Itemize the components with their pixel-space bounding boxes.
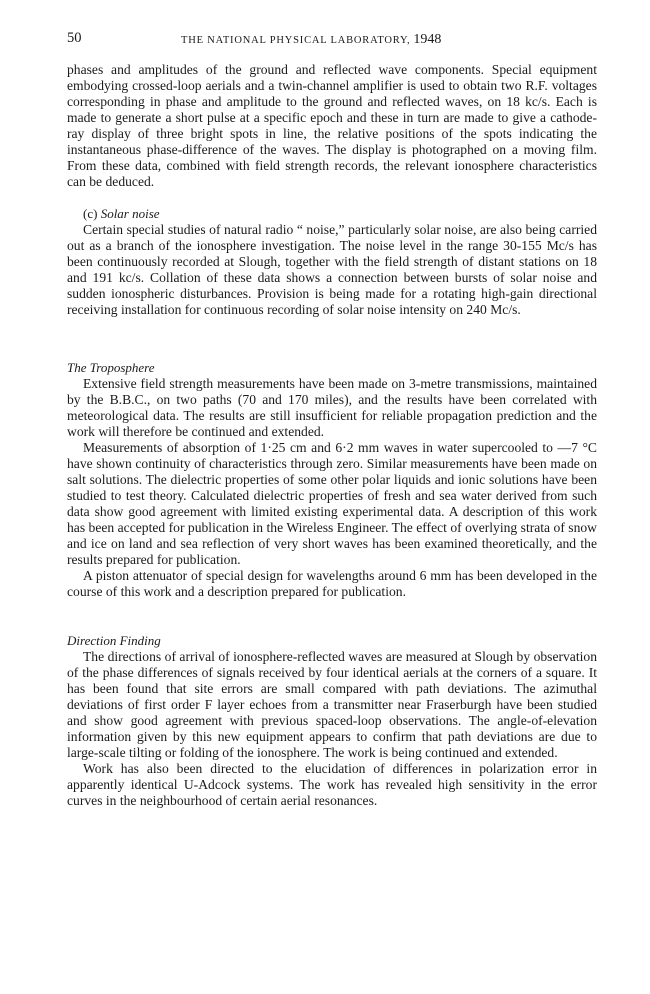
document-page bbox=[67, 30, 597, 809]
solar-noise-paragraph: Certain special studies of natural radio “ noise,” particularly solar noise, are also being carried out as a branch of the ionosphere investigation. The noise level in the range 30-155 Mc/s has been continuously recorded at Slough, together with the field strength of distant stations on 18 and 191 kc/s. Collation of these data shows a connection between bursts of solar noise and sudden ionospheric disturbances. Provision is being made for a rotating high-gain directional receiving installation for continuous recording of solar noise intensity on 240 Mc/s. bbox=[67, 222, 597, 317]
running-title-text: THE NATIONAL PHYSICAL LABORATORY, bbox=[181, 35, 411, 46]
troposphere-paragraph-3: A piston attenuator of special design for wavelengths around 6 mm has been developed in the course of this work and a description prepared for publication. bbox=[67, 568, 597, 599]
intro-paragraph: phases and amplitudes of the ground and reflected wave components. Special equipment embodying crossed-loop aerials and a twin-channel amplifier is used to obtain two R.F. voltages corresponding in phase and amplitude to the ground and reflected waves, on 18 kc/s. Each is made to generate a short pulse at a specific epoch and these in turn are made to give a cathode-ray display of three bright spots in line, the relative positions of the spots indicating the instantaneous phase-difference of the waves. The display is photographed on a moving film. From these data, combined with field strength records, the relevant ionosphere characteristics can be deduced. bbox=[67, 62, 597, 189]
page-number: 50 bbox=[67, 30, 82, 46]
troposphere-paragraph-2: Measurements of absorption of 1·25 cm and 6·2 mm waves in water supercooled to —7 °C have shown continuity of characteristics through zero. Similar measurements have been made on salt solutions. The dielectric properties of some other polar liquids and ionic solutions have been studied to test theory. Calculated dielectric properties of fresh and sea water derived from such data show good agreement with limited existing experimental data. A description of this work has been accepted for publication in the Wireless Engineer. The effect of overlying strata of snow and ice on land and sea reflection of very short waves has been examined theoretically, and the results prepared for publication. bbox=[67, 440, 597, 567]
solar-noise-heading-num: (c) bbox=[83, 206, 98, 221]
solar-noise-heading-text: Solar noise bbox=[100, 206, 160, 221]
running-title-year: 1948 bbox=[413, 32, 442, 47]
troposphere-paragraph-1: Extensive field strength measurements have been made on 3-metre transmissions, maintained by the B.B.C., on two paths (70 and 170 miles), and the results have been correlated with meteorological data. The results are still insufficient for reliable propagation prediction and the work will therefore be continued and extended. bbox=[67, 376, 597, 439]
running-head bbox=[67, 30, 597, 52]
running-title bbox=[181, 32, 441, 48]
solar-noise-heading bbox=[67, 206, 597, 222]
direction-finding-paragraph-1: The directions of arrival of ionosphere-reflected waves are measured at Slough by observation of the phase differences of signals received by four identical aerials at the corners of a square. It has been found that site errors are small compared with path deviations. The azimuthal deviations of first order F layer echoes from a transmitter near Fraserburgh have been studied and show good agreement with previous spaced-loop observations. The angle-of-elevation information given by this new equipment appears to confirm that path deviations are due to large-scale tilting or folding of the ionosphere. The work is being continued and extended. bbox=[67, 649, 597, 760]
direction-finding-heading: Direction Finding bbox=[67, 633, 161, 648]
direction-finding-paragraph-2: Work has also been directed to the elucidation of differences in polarization error in apparently identical U-Adcock systems. The work has revealed high sensitivity in the error curves in the neighbourhood of certain aerial resonances. bbox=[67, 761, 597, 808]
troposphere-heading: The Troposphere bbox=[67, 360, 155, 375]
